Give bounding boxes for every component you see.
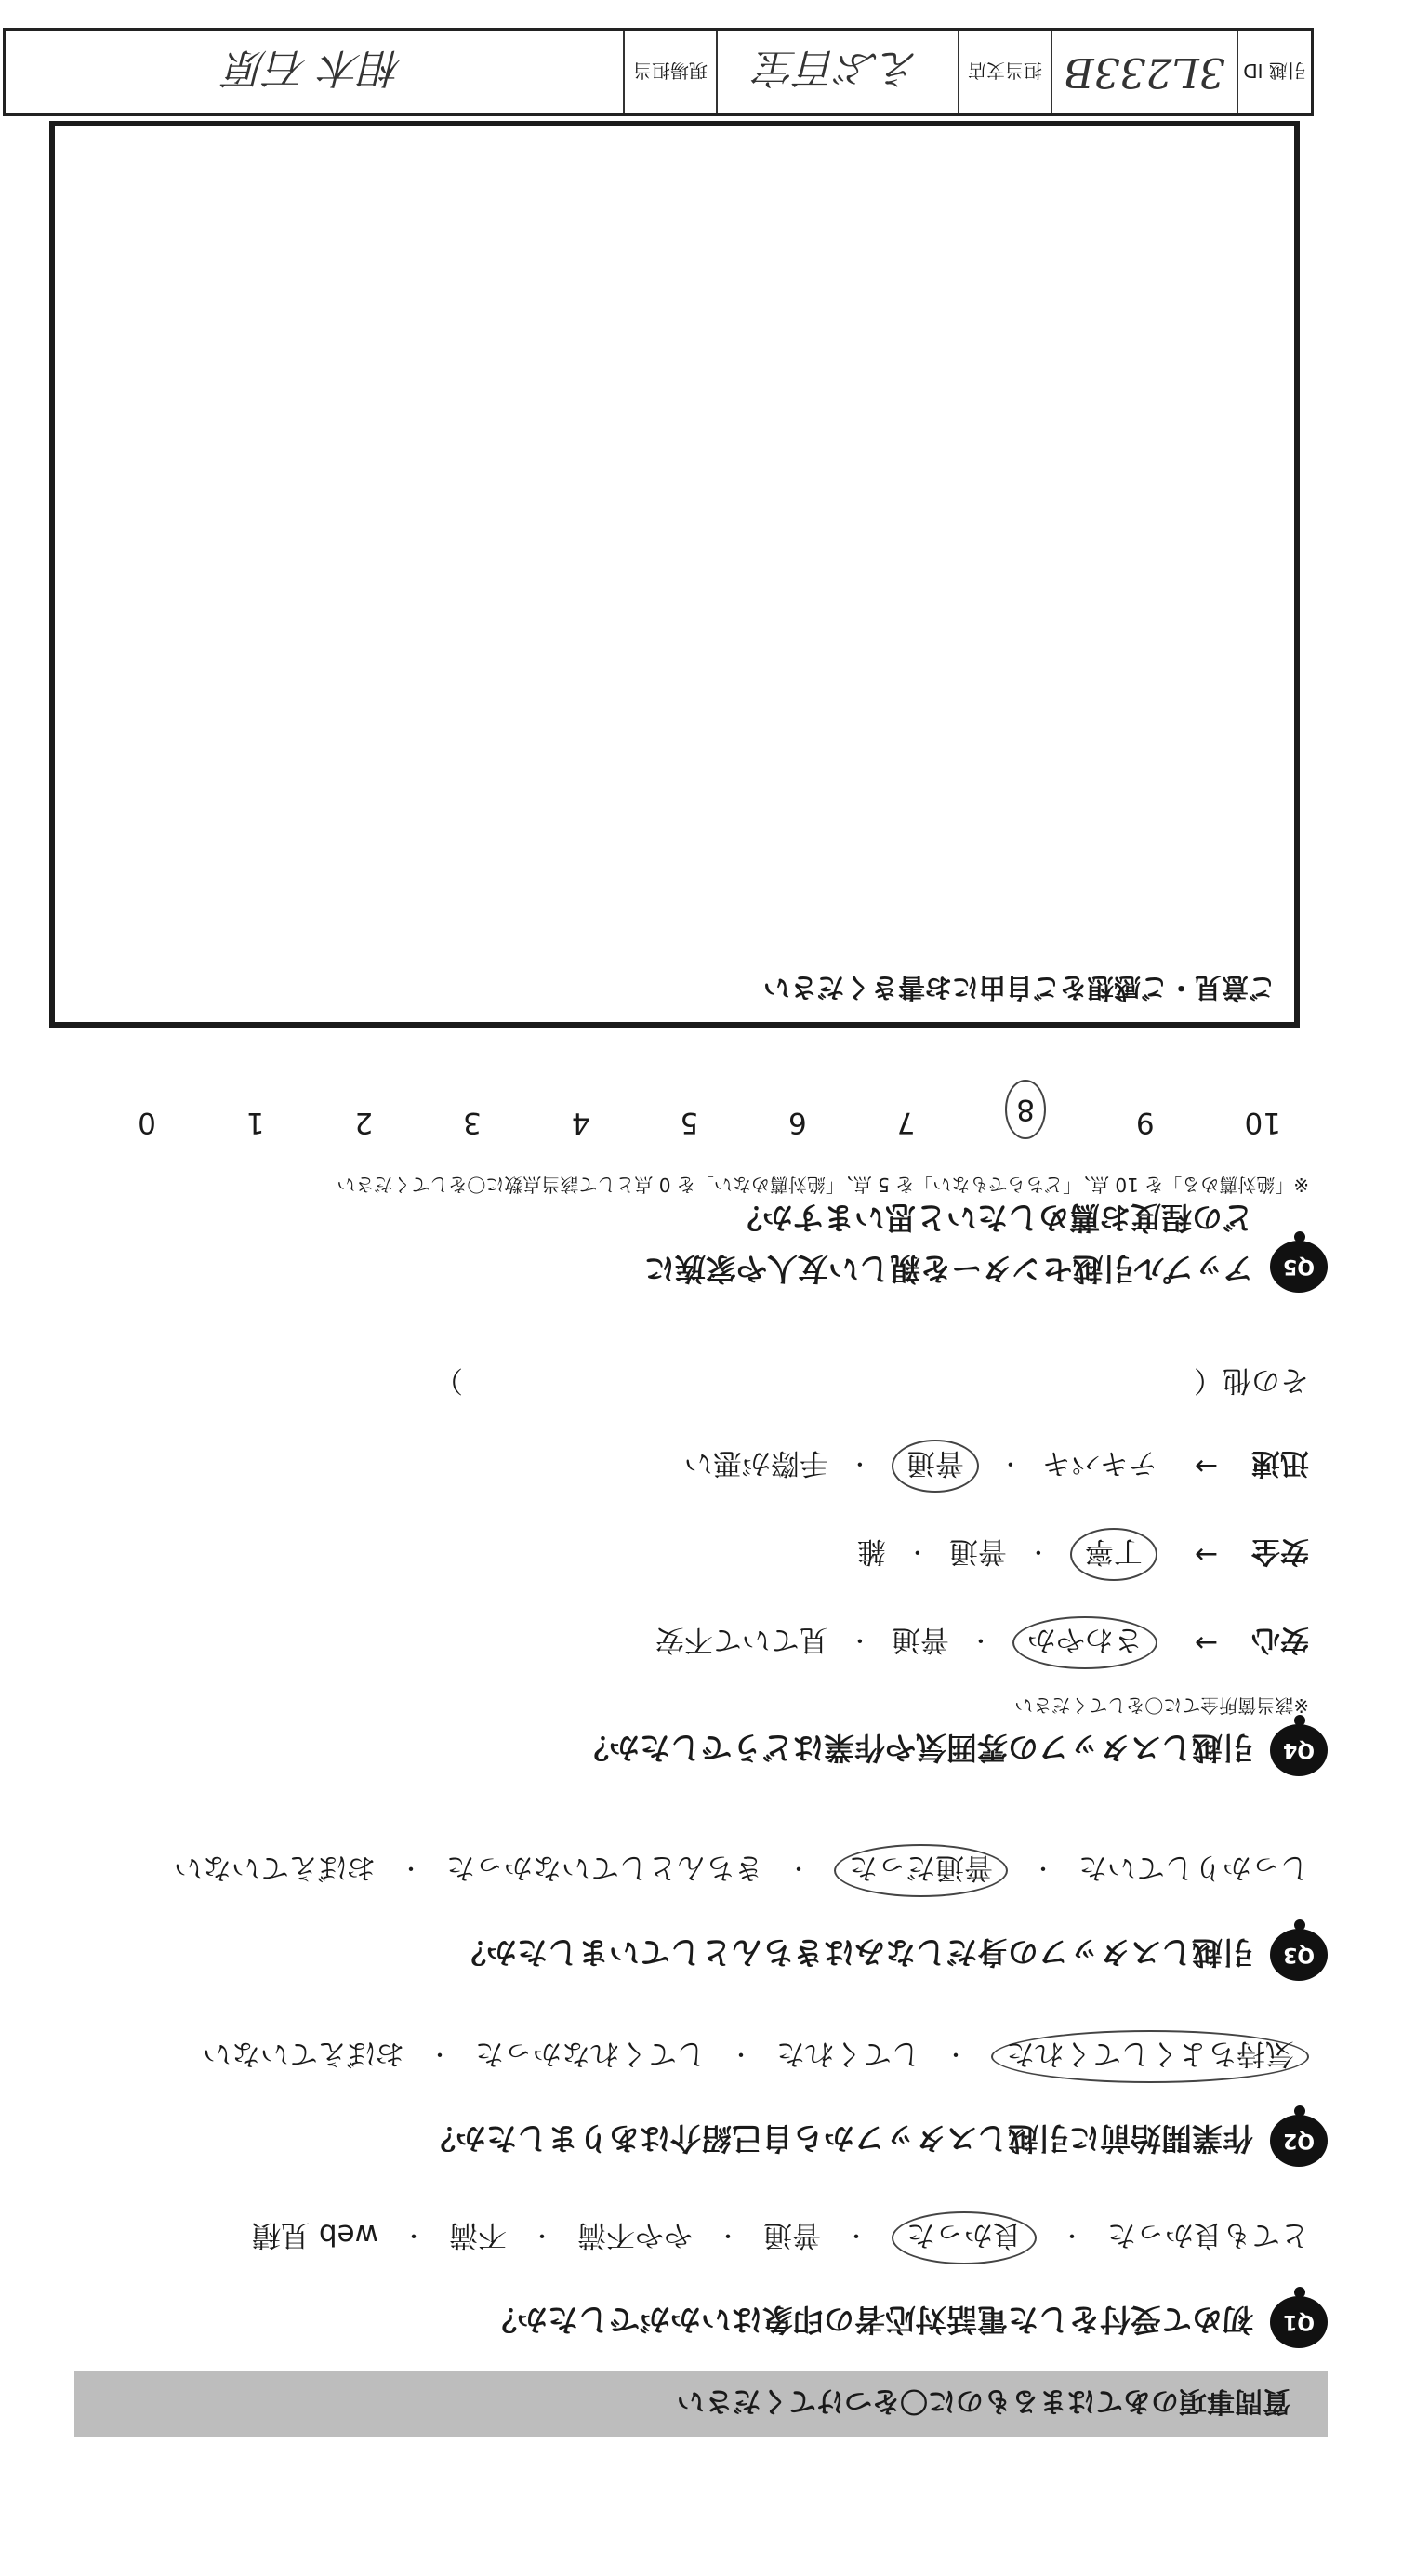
option[interactable]: web 見積 [252, 2218, 378, 2251]
question-2 [425, 2115, 1328, 2167]
option[interactable]: 普通 [763, 2218, 821, 2251]
scale-option[interactable]: 10 [1244, 1106, 1281, 1139]
option-selected[interactable]: 普通だった [834, 1844, 1008, 1897]
leader-label: 現場担当 [633, 60, 708, 82]
question-4-text: 引越しスタッフの雰囲気や作業はどうでしたか？ [578, 1730, 1253, 1767]
option[interactable]: とても良かった [1107, 2218, 1309, 2251]
branch-label: 担当支店 [968, 60, 1042, 82]
move-id-label: 引越 ID [1243, 60, 1306, 82]
option-selected[interactable]: 気持ちよくしてくれた [991, 2030, 1309, 2083]
question-4 [578, 1724, 1328, 1776]
branch-value: えぶ百宝 [756, 44, 919, 92]
option-selected[interactable]: 良かった [892, 2211, 1037, 2264]
question-5 [644, 1198, 1328, 1293]
scale-option[interactable]: 7 [896, 1106, 916, 1139]
scale-option[interactable]: 3 [463, 1106, 482, 1139]
option[interactable]: 普通 [891, 1623, 949, 1656]
q4-row-anzen: 安全 → 丁寧 ・ 普通 ・ 雑 [857, 1528, 1309, 1581]
q1-options: とても良かった ・ 良かった ・ 普通 ・ やや不満 ・ 不満 ・ web 見積 [252, 2211, 1309, 2264]
scale-option[interactable]: 9 [1135, 1106, 1155, 1139]
option[interactable]: おぼえていない [203, 2037, 404, 2070]
leader-value: 相木 石原 [226, 44, 403, 92]
row-label: 安心 [1251, 1623, 1309, 1656]
scale-option[interactable]: 0 [138, 1106, 156, 1139]
option[interactable]: してくれた [776, 2037, 920, 2070]
scale-option[interactable]: 4 [571, 1106, 590, 1139]
q5-badge-icon: Q5 [1270, 1241, 1328, 1293]
move-id-label-cell [1237, 31, 1311, 113]
instruction-text: 質問事項のあてはまるものに〇をつけてください [677, 2384, 1290, 2417]
question-2-text: 作業開始前に引越しスタッフから自己紹介はありましたか？ [425, 2120, 1253, 2158]
option-selected[interactable]: さわやか [1012, 1616, 1157, 1669]
branch-value-cell [716, 31, 958, 113]
question-3 [456, 1929, 1328, 1981]
row-label: 安全 [1251, 1534, 1309, 1568]
move-id-value-cell [1051, 31, 1237, 113]
move-id-value: 3L233B [1064, 48, 1225, 96]
q4-badge-icon: Q4 [1270, 1724, 1328, 1776]
q4-other [100, 1362, 1309, 1404]
comment-title: ご意見・ご感想をご自由にお書きください [762, 972, 1276, 1003]
q2-badge-icon: Q2 [1270, 2115, 1328, 2167]
q3-options: しっかりしていた ・ 普通だった ・ きちんとしていなかった ・ おぼえていない [174, 1844, 1309, 1897]
scale-option[interactable]: 2 [354, 1106, 374, 1139]
q4-row-jinsoku: 迅速 → テキパキ ・ 普通 ・ 手際が悪い [684, 1440, 1309, 1493]
scale-option[interactable]: 5 [680, 1106, 699, 1139]
comment-box[interactable] [49, 121, 1300, 1028]
leader-label-cell [623, 31, 716, 113]
q5-note: ※「絶対薦める」を 10 点、「どちらでもない」を 5 点、「絶対薦めない」を 0 点として該当点数に〇をしてください [337, 1174, 1309, 1196]
option[interactable]: きちんとしていなかった [446, 1851, 763, 1884]
row-label: 迅速 [1251, 1446, 1309, 1480]
q2-options: 気持ちよくしてくれた ・ してくれた ・ してくれなかった ・ おぼえていない [203, 2030, 1309, 2083]
q5-scale [138, 1080, 1281, 1139]
other-label: その他（ [1194, 1363, 1309, 1397]
question-3-text: 引越しスタッフの身だしなみはきちんとしていましたか？ [456, 1934, 1253, 1972]
option-selected[interactable]: 丁寧 [1070, 1528, 1157, 1581]
question-1-text: 初めて受付をした電話対応者の印象はいかがでしたか？ [486, 2302, 1253, 2339]
option[interactable]: しっかりしていた [1078, 1851, 1309, 1884]
question-5-text-2: どの程度お薦めしたいと思いますか？ [732, 1200, 1253, 1236]
arrow-icon: → [1194, 1538, 1218, 1571]
option[interactable]: 不満 [449, 2218, 507, 2251]
q1-badge-icon: Q1 [1270, 2296, 1328, 2348]
instruction-header [74, 2371, 1328, 2437]
option[interactable]: おぼえていない [174, 1851, 376, 1884]
other-close: ） [434, 1363, 463, 1397]
scale-option[interactable]: 6 [787, 1106, 807, 1139]
leader-value-cell [6, 31, 623, 113]
scale-option-selected[interactable]: 8 [1005, 1080, 1046, 1139]
option[interactable]: 普通 [948, 1534, 1007, 1568]
info-table [3, 28, 1314, 116]
arrow-icon: → [1194, 1450, 1218, 1482]
scale-option[interactable]: 1 [245, 1106, 265, 1139]
q4-row-anshin: 安心 → さわやか ・ 普通 ・ 見ていて不安 [655, 1616, 1309, 1669]
question-1 [486, 2296, 1328, 2348]
option[interactable]: テキパキ [1041, 1446, 1157, 1480]
q3-badge-icon: Q3 [1270, 1929, 1328, 1981]
option[interactable]: 雑 [856, 1534, 886, 1568]
q4-note: ※該当箇所全てに〇をしてください [1014, 1694, 1309, 1717]
branch-label-cell [958, 31, 1051, 113]
option[interactable]: 手際が悪い [683, 1446, 828, 1480]
option[interactable]: 見ていて不安 [655, 1623, 828, 1656]
option[interactable]: してくれなかった [475, 2037, 706, 2070]
arrow-icon: → [1194, 1627, 1218, 1659]
option-selected[interactable]: 普通 [892, 1440, 979, 1493]
question-5-text-1: アップル引越センターを親しい友人や家族に [643, 1251, 1253, 1287]
option[interactable]: やや不満 [577, 2218, 693, 2251]
